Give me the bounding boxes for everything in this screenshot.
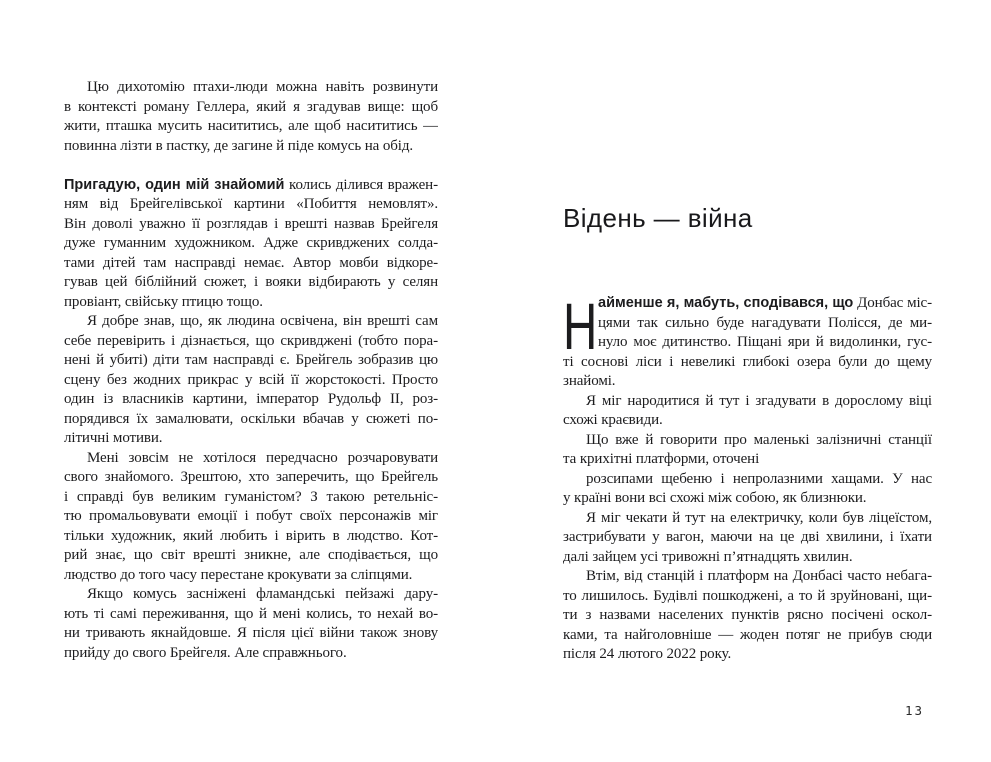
text-line: свого знайомого. Зрештою, хто заперечить, що Брейгель: [64, 469, 438, 485]
text-line: прийду до свого Брейгеля. Але справжнього.: [64, 644, 347, 661]
text-line: один із власників картини, імператор Рудольф II, роз-: [64, 391, 438, 407]
text-line: ни тривають якнайдовше. Я після цієї війни також знову: [64, 625, 438, 641]
text-line: ті соснові ліси і невеликі глибокі озера були до щему: [563, 353, 932, 370]
paragraph: [563, 392, 932, 431]
text-line: жити, пташка мусить насититись, але щоб насититись —: [64, 118, 438, 134]
text-line: ням від Брейгелівської картини «Побиття немовлят».: [64, 196, 438, 212]
text-line: Що вже й говорити про маленькі залізничні станції: [586, 431, 932, 448]
text-line: та крихітні платформи, оточені: [563, 451, 760, 467]
page-number: 13: [905, 703, 925, 718]
bold-lead-in: айменше я, мабуть, сподівався, що: [598, 295, 854, 311]
text-line: повинна лізти в пастку, де загине й піде комусь на обід.: [64, 137, 414, 154]
text-line: Я міг народитися й тут і згадувати в дорослому віці: [586, 392, 932, 409]
paragraph: [64, 78, 438, 156]
text-line: Втім, від станцій і платформ на Донбасі часто небага-: [586, 568, 932, 584]
text-line: Пригадую, один мій знайомий колись ділився вражен-: [64, 176, 438, 193]
chapter-title: Відень — війна: [563, 203, 753, 234]
text-line: розсипами щебеню і непролазними хащами. У нас: [586, 470, 932, 487]
text-line: то лишилось. Будівлі пошкоджені, а то й зруйновані, щи-: [563, 587, 932, 604]
text-line: нуло моє дитинство. Піщані яри й видолинки, гус-: [598, 334, 932, 350]
text-line: айменше я, мабуть, сподівався, що Донбас міс-: [598, 295, 932, 311]
bold-lead-in: Пригадую, один мій знайомий: [64, 176, 285, 193]
text-line: і справді був великим гуманістом? З такою ретельніс-: [64, 488, 438, 505]
paragraph: [563, 294, 932, 392]
text-line: Він доволі уважно її розглядав і врешті назвав Брейгеля: [64, 215, 438, 232]
text-line: Я добре знав, що, як людина освічена, він врешті сам: [87, 313, 438, 329]
paragraph: [64, 585, 438, 663]
paragraph: [563, 470, 932, 509]
text-line: Мені зовсім не хотілося передчасно розчаровувати: [87, 449, 438, 466]
text-line: тільки художник, який любить і вірить в людство. Кот-: [64, 527, 438, 544]
text-line: ють ті самі переживання, що й мені колись, то нехай во-: [64, 605, 438, 622]
text-line: провіант, свійську птицю тощо.: [64, 293, 263, 310]
drop-cap: Н: [563, 294, 598, 363]
text-line: порядився їх замалювати, оскільки вбачав у сюжеті по-: [64, 410, 438, 427]
right-page-text: [563, 294, 932, 679]
text-line: тами дітей там насправді немає. Автор мовби відкоре-: [64, 254, 438, 271]
paragraph: [563, 567, 932, 665]
paragraph: [64, 312, 438, 449]
text-line: людство до того часу перестане крокувати за сліпцями.: [64, 566, 413, 583]
text-line: рий знає, що світ врешті зникне, але сподівається, що: [64, 547, 438, 563]
text-line: літичні мотиви.: [64, 430, 163, 446]
paragraph: [64, 176, 438, 313]
left-page-text: [64, 78, 438, 678]
text-line: цями так сильно буде нагадувати Полісся, де ми-: [598, 314, 932, 331]
text-line: схожі краєвиди.: [563, 412, 663, 428]
text-line: ти з назвами населених пунктів рясно посічені оскол-: [563, 607, 932, 623]
text-line: дуже гуманним художником. Адже скривджених солда-: [64, 235, 438, 251]
text-line: Я міг чекати й тут на електричку, коли був ліцеїстом,: [586, 509, 932, 526]
paragraph: [64, 449, 438, 586]
paragraph: [563, 431, 932, 470]
text-line: себе перевірить і дізнається, що скривджені (тобто пора-: [64, 332, 438, 349]
text-line: сцену без жодних прикрас у всій її жорстокості. Просто: [64, 371, 438, 388]
text-line: гував цей біблійний сюжет, і вояки відбирають у селян: [64, 274, 438, 290]
text-line: далі зайцем усі тривожні п’ятнадцять хвилин.: [563, 548, 853, 565]
paragraph: [563, 509, 932, 568]
text-line: знайомі.: [563, 373, 616, 389]
text-line: нені й убиті) діти там насправді є. Брейгель зобразив цю: [64, 352, 438, 368]
text-line: застрибувати у вагон, маючи на це дві хвилини, і їхати: [563, 529, 932, 545]
text-line: в контексті роману Геллера, який я згадував вище: щоб: [64, 98, 438, 115]
text-line: Цю дихотомію птахи-люди можна навіть розвинути: [87, 79, 438, 95]
text-line: у країні вони всі схожі між собою, як близнюки.: [563, 490, 867, 506]
text-line: після 24 лютого 2022 року.: [563, 646, 732, 662]
text-line: Якщо комусь засніжені фламандські пейзажі дару-: [87, 586, 438, 602]
text-line: ками, та найголовніше — жоден потяг не прибув сюди: [563, 626, 932, 643]
text-line: тю промальовувати емоції і побут своїх персонажів міг: [64, 508, 438, 524]
